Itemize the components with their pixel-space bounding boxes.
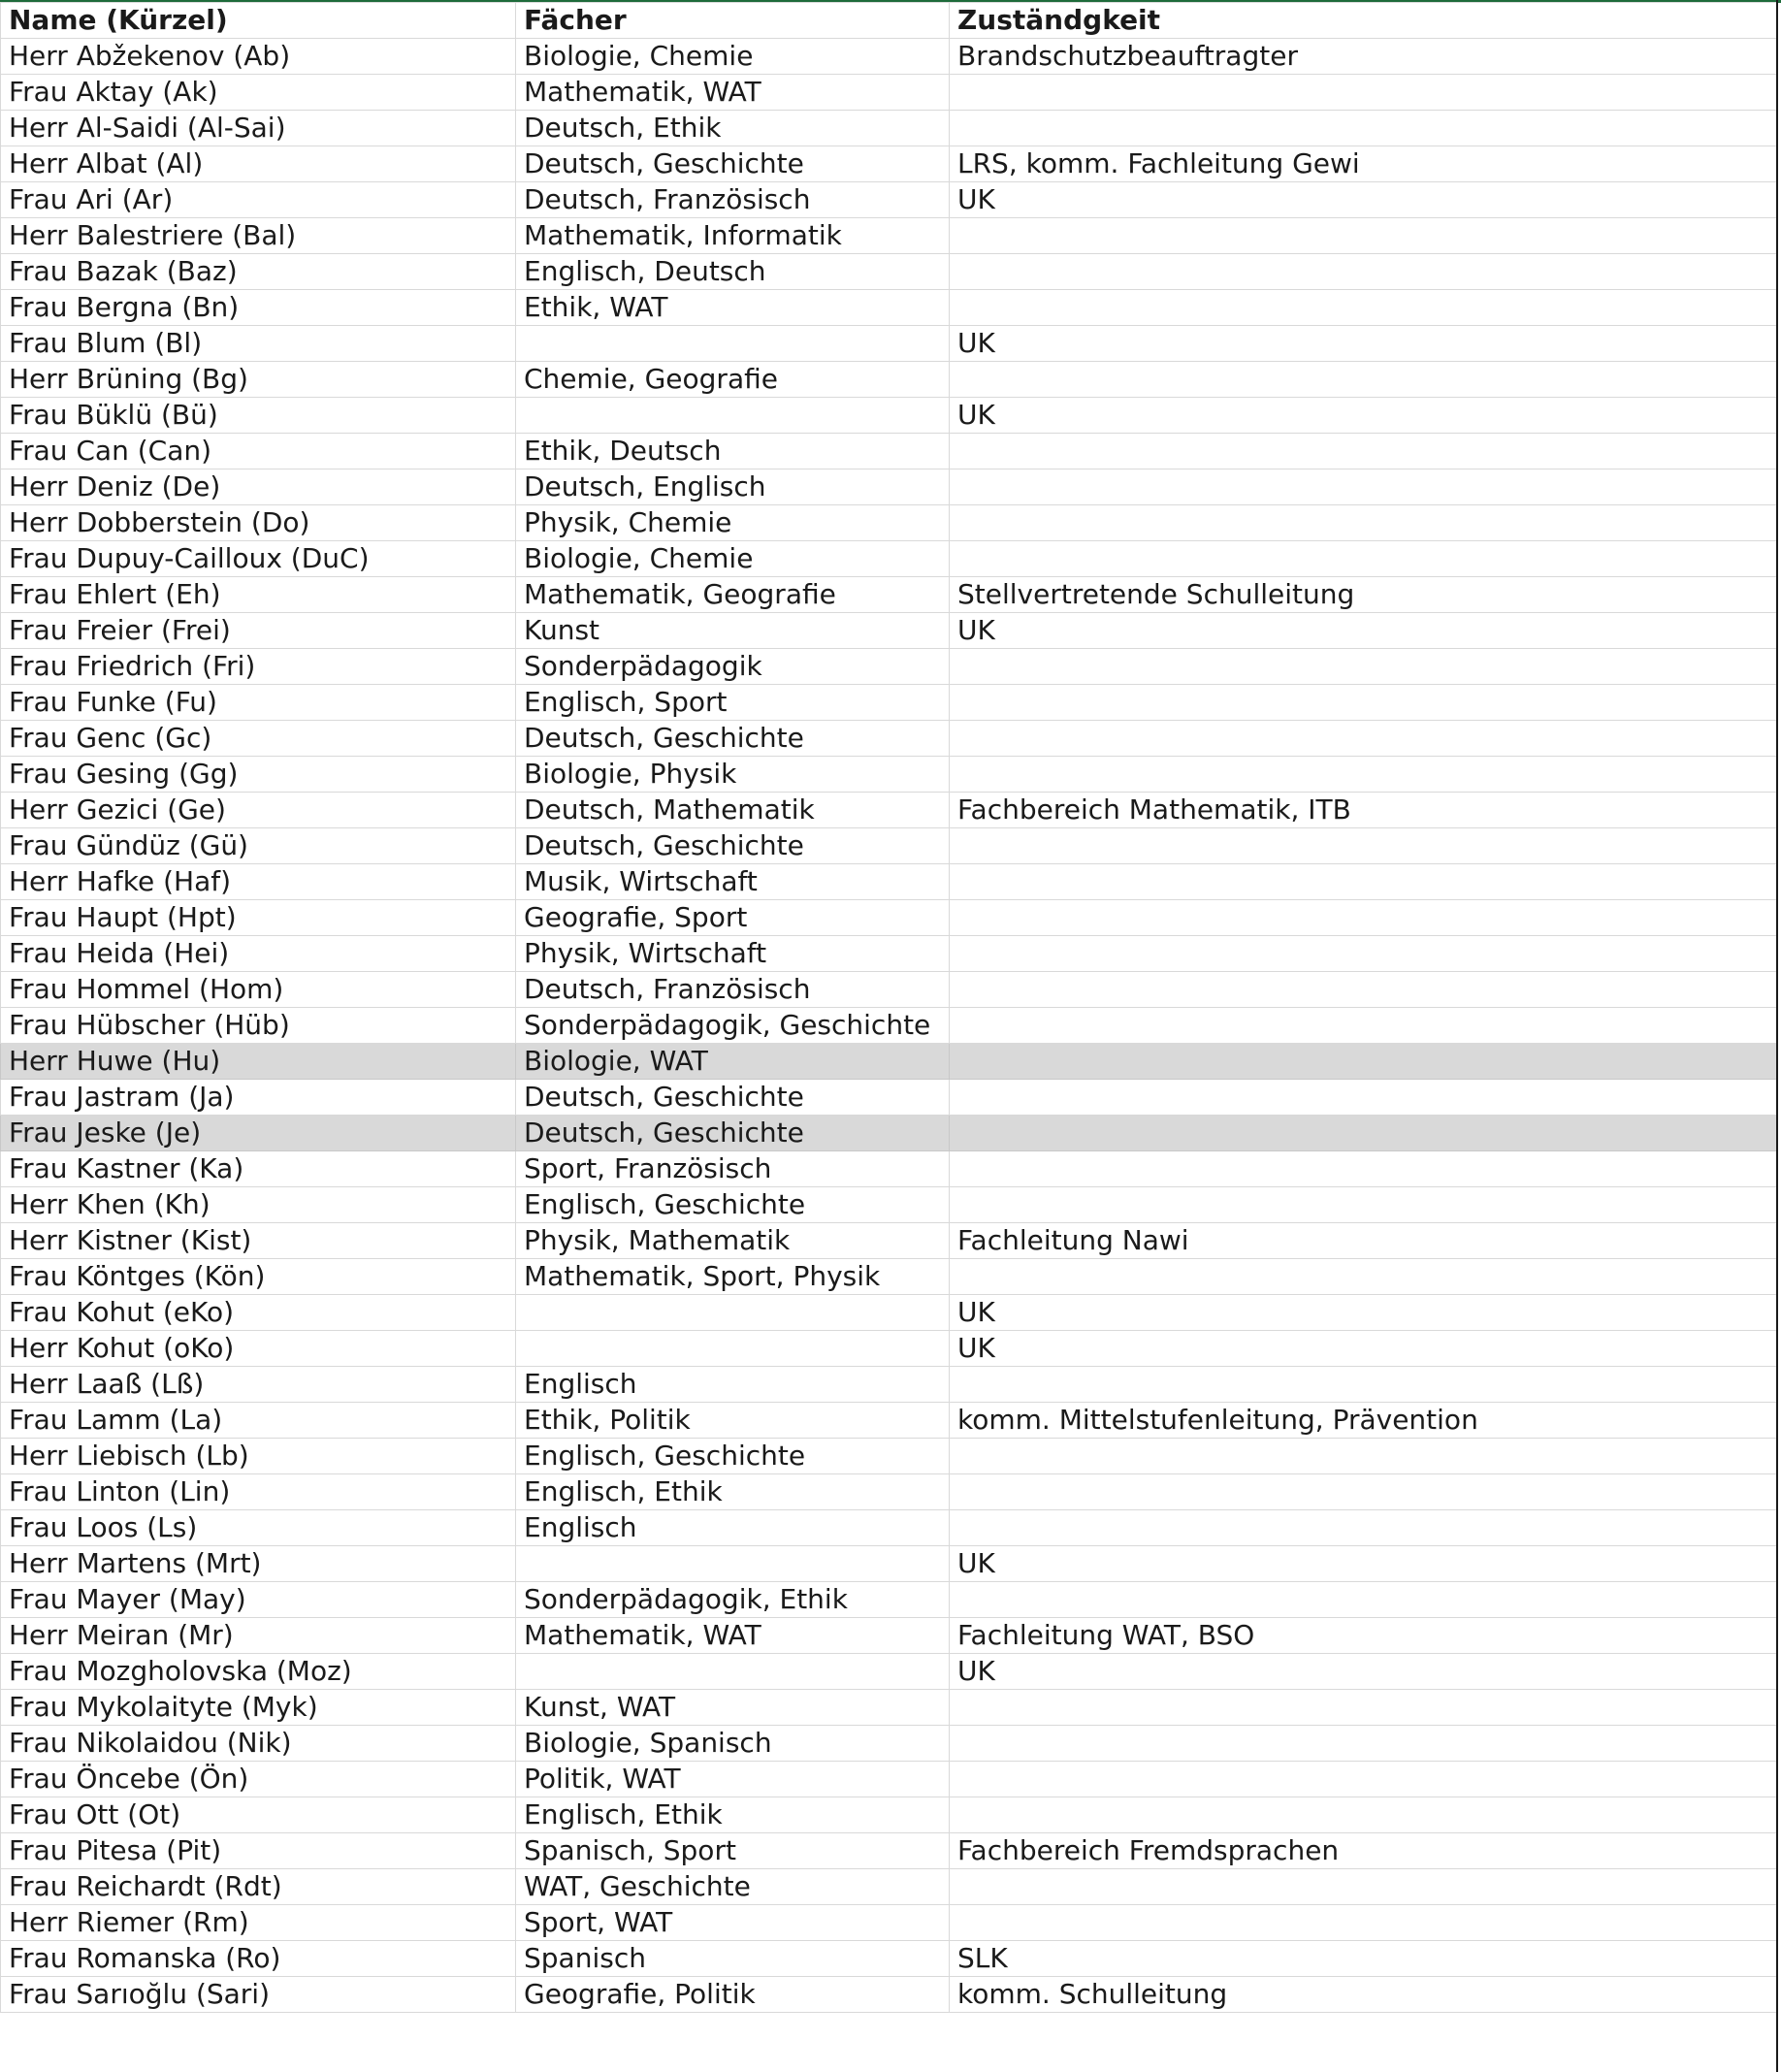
cell-responsibility[interactable] [950, 75, 1778, 111]
cell-responsibility[interactable]: Fachleitung WAT, BSO [950, 1618, 1778, 1654]
cell-responsibility[interactable] [950, 649, 1778, 685]
table-row [1, 39, 1778, 75]
cell-name[interactable]: Frau Mayer (May) [1, 1582, 516, 1618]
cell-name[interactable]: Herr Kohut (oKo) [1, 1331, 516, 1367]
cell-responsibility[interactable]: UK [950, 1654, 1778, 1690]
cell-responsibility[interactable]: UK [950, 398, 1778, 434]
cell-responsibility[interactable] [950, 1008, 1778, 1044]
cell-name[interactable]: Herr Hafke (Haf) [1, 864, 516, 900]
table-row [1, 864, 1778, 900]
table-row [1, 936, 1778, 972]
table-row [1, 1151, 1778, 1187]
cell-responsibility[interactable] [950, 1762, 1778, 1797]
cell-responsibility[interactable] [950, 434, 1778, 469]
cell-subjects[interactable]: Englisch, Deutsch [516, 254, 950, 290]
cell-name[interactable]: Herr Dobberstein (Do) [1, 505, 516, 541]
table-row [1, 1618, 1778, 1654]
cell-name[interactable]: Herr Al-Saidi (Al-Sai) [1, 111, 516, 146]
table-row [1, 290, 1778, 326]
cell-responsibility[interactable]: LRS, komm. Fachleitung Gewi [950, 146, 1778, 182]
table-row [1, 1690, 1778, 1726]
table-row [1, 469, 1778, 505]
cell-subjects[interactable]: Physik, Mathematik [516, 1223, 950, 1259]
cell-subjects[interactable]: Sonderpädagogik, Geschichte [516, 1008, 950, 1044]
cell-name[interactable]: Frau Ott (Ot) [1, 1797, 516, 1833]
cell-name[interactable]: Frau Kohut (eKo) [1, 1295, 516, 1331]
cell-name[interactable]: Herr Kistner (Kist) [1, 1223, 516, 1259]
cell-subjects[interactable]: Musik, Wirtschaft [516, 864, 950, 900]
cell-subjects[interactable] [516, 1546, 950, 1582]
cell-subjects[interactable]: Deutsch, Geschichte [516, 828, 950, 864]
cell-name[interactable]: Frau Aktay (Ak) [1, 75, 516, 111]
cell-name[interactable]: Frau Romanska (Ro) [1, 1941, 516, 1977]
cell-responsibility[interactable] [950, 1259, 1778, 1295]
table-row [1, 1474, 1778, 1510]
cell-name[interactable]: Frau Bergna (Bn) [1, 290, 516, 326]
table-row [1, 1833, 1778, 1869]
cell-responsibility[interactable] [950, 721, 1778, 757]
cell-name[interactable]: Frau Heida (Hei) [1, 936, 516, 972]
cell-responsibility[interactable] [950, 1797, 1778, 1833]
cell-name[interactable]: Frau Genc (Gc) [1, 721, 516, 757]
table-row [1, 1008, 1778, 1044]
cell-name[interactable]: Herr Balestriere (Bal) [1, 218, 516, 254]
table-row [1, 577, 1778, 613]
cell-responsibility[interactable] [950, 1367, 1778, 1403]
right-border-line [1776, 0, 1778, 2072]
cell-name[interactable]: Frau Haupt (Hpt) [1, 900, 516, 936]
cell-subjects[interactable]: Spanisch [516, 1941, 950, 1977]
cell-name[interactable]: Herr Laaß (Lß) [1, 1367, 516, 1403]
cell-subjects[interactable]: Geografie, Sport [516, 900, 950, 936]
table-row [1, 1977, 1778, 2013]
cell-responsibility[interactable]: Stellvertretende Schulleitung [950, 577, 1778, 613]
cell-subjects[interactable]: Biologie, WAT [516, 1044, 950, 1080]
cell-responsibility[interactable]: UK [950, 182, 1778, 218]
cell-responsibility[interactable] [950, 218, 1778, 254]
cell-name[interactable]: Frau Pitesa (Pit) [1, 1833, 516, 1869]
cell-subjects[interactable]: Sport, WAT [516, 1905, 950, 1941]
cell-subjects[interactable]: Biologie, Chemie [516, 541, 950, 577]
cell-responsibility[interactable] [950, 900, 1778, 936]
cell-subjects[interactable]: Mathematik, Sport, Physik [516, 1259, 950, 1295]
cell-responsibility[interactable]: Fachbereich Fremdsprachen [950, 1833, 1778, 1869]
cell-responsibility[interactable] [950, 1044, 1778, 1080]
cell-responsibility[interactable]: UK [950, 1546, 1778, 1582]
cell-subjects[interactable]: Deutsch, Französisch [516, 182, 950, 218]
table-row [1, 793, 1778, 828]
table-row [1, 111, 1778, 146]
cell-subjects[interactable]: Deutsch, Geschichte [516, 721, 950, 757]
cell-name[interactable]: Frau Bazak (Baz) [1, 254, 516, 290]
table-row [1, 1726, 1778, 1762]
cell-name[interactable]: Frau Ari (Ar) [1, 182, 516, 218]
cell-subjects[interactable]: Mathematik, WAT [516, 1618, 950, 1654]
table-row [1, 828, 1778, 864]
table-row [1, 721, 1778, 757]
cell-responsibility[interactable] [950, 1726, 1778, 1762]
table-row [1, 541, 1778, 577]
cell-subjects[interactable]: Deutsch, Geschichte [516, 146, 950, 182]
header-subjects[interactable]: Fächer [516, 3, 950, 39]
cell-name[interactable]: Frau Jeske (Je) [1, 1116, 516, 1151]
table-row [1, 1223, 1778, 1259]
cell-responsibility[interactable] [950, 828, 1778, 864]
cell-subjects[interactable]: Englisch, Ethik [516, 1474, 950, 1510]
cell-responsibility[interactable]: UK [950, 1331, 1778, 1367]
table-row [1, 254, 1778, 290]
cell-subjects[interactable]: Sport, Französisch [516, 1151, 950, 1187]
table-row [1, 1797, 1778, 1833]
table-row [1, 649, 1778, 685]
cell-subjects[interactable]: Sonderpädagogik, Ethik [516, 1582, 950, 1618]
table-row [1, 1869, 1778, 1905]
cell-subjects[interactable]: Physik, Wirtschaft [516, 936, 950, 972]
cell-subjects[interactable]: Chemie, Geografie [516, 362, 950, 398]
cell-responsibility[interactable] [950, 1080, 1778, 1116]
table-row [1, 1187, 1778, 1223]
cell-name[interactable]: Frau Nikolaidou (Nik) [1, 1726, 516, 1762]
cell-responsibility[interactable] [950, 469, 1778, 505]
cell-responsibility[interactable] [950, 1690, 1778, 1726]
cell-subjects[interactable]: Kunst [516, 613, 950, 649]
table-row [1, 146, 1778, 182]
cell-name[interactable]: Frau Can (Can) [1, 434, 516, 469]
cell-subjects[interactable]: Ethik, WAT [516, 290, 950, 326]
cell-name[interactable]: Frau Gesing (Gg) [1, 757, 516, 793]
table-row [1, 1546, 1778, 1582]
cell-responsibility[interactable] [950, 1582, 1778, 1618]
table-row [1, 362, 1778, 398]
table-row [1, 1439, 1778, 1474]
cell-responsibility[interactable] [950, 685, 1778, 721]
table-row [1, 1295, 1778, 1331]
cell-name[interactable]: Herr Huwe (Hu) [1, 1044, 516, 1080]
cell-name[interactable]: Herr Meiran (Mr) [1, 1618, 516, 1654]
cell-name[interactable]: Frau Gündüz (Gü) [1, 828, 516, 864]
cell-name[interactable]: Herr Abžekenov (Ab) [1, 39, 516, 75]
table-row [1, 900, 1778, 936]
cell-subjects[interactable] [516, 398, 950, 434]
cell-subjects[interactable]: Spanisch, Sport [516, 1833, 950, 1869]
cell-subjects[interactable]: Deutsch, Französisch [516, 972, 950, 1008]
cell-subjects[interactable]: Mathematik, Informatik [516, 218, 950, 254]
table-row [1, 218, 1778, 254]
cell-responsibility[interactable] [950, 541, 1778, 577]
cell-responsibility[interactable] [950, 972, 1778, 1008]
cell-subjects[interactable]: Mathematik, WAT [516, 75, 950, 111]
table-row [1, 1044, 1778, 1080]
cell-responsibility[interactable] [950, 1187, 1778, 1223]
header-name[interactable]: Name (Kürzel) [1, 3, 516, 39]
cell-name[interactable]: Herr Albat (Al) [1, 146, 516, 182]
cell-name[interactable]: Frau Loos (Ls) [1, 1510, 516, 1546]
cell-responsibility[interactable]: UK [950, 326, 1778, 362]
cell-name[interactable]: Frau Lamm (La) [1, 1403, 516, 1439]
table-row [1, 182, 1778, 218]
cell-responsibility[interactable]: komm. Mittelstufenleitung, Prävention [950, 1403, 1778, 1439]
cell-name[interactable]: Herr Brüning (Bg) [1, 362, 516, 398]
table-row [1, 1403, 1778, 1439]
header-responsibility[interactable]: Zuständgkeit [950, 3, 1778, 39]
cell-subjects[interactable]: Physik, Chemie [516, 505, 950, 541]
cell-name[interactable]: Frau Freier (Frei) [1, 613, 516, 649]
cell-name[interactable]: Frau Linton (Lin) [1, 1474, 516, 1510]
cell-responsibility[interactable] [950, 1905, 1778, 1941]
cell-responsibility[interactable] [950, 1151, 1778, 1187]
cell-subjects[interactable] [516, 1295, 950, 1331]
cell-name[interactable]: Frau Ehlert (Eh) [1, 577, 516, 613]
table-row [1, 75, 1778, 111]
table-row [1, 1331, 1778, 1367]
cell-subjects[interactable] [516, 326, 950, 362]
table-row [1, 1259, 1778, 1295]
cell-responsibility[interactable] [950, 1474, 1778, 1510]
table-row [1, 1905, 1778, 1941]
cell-name[interactable]: Frau Öncebe (Ön) [1, 1762, 516, 1797]
table-row [1, 1941, 1778, 1977]
cell-name[interactable]: Frau Dupuy-Cailloux (DuC) [1, 541, 516, 577]
cell-responsibility[interactable]: UK [950, 1295, 1778, 1331]
cell-subjects[interactable]: Deutsch, Mathematik [516, 793, 950, 828]
cell-name[interactable]: Herr Khen (Kh) [1, 1187, 516, 1223]
cell-name[interactable]: Frau Friedrich (Fri) [1, 649, 516, 685]
table-row [1, 505, 1778, 541]
cell-subjects[interactable]: Englisch, Geschichte [516, 1187, 950, 1223]
cell-responsibility[interactable] [950, 936, 1778, 972]
cell-name[interactable]: Frau Hübscher (Hüb) [1, 1008, 516, 1044]
cell-subjects[interactable]: Mathematik, Geografie [516, 577, 950, 613]
staff-table [0, 2, 1778, 2013]
cell-name[interactable]: Herr Gezici (Ge) [1, 793, 516, 828]
cell-name[interactable]: Frau Jastram (Ja) [1, 1080, 516, 1116]
cell-name[interactable]: Herr Martens (Mrt) [1, 1546, 516, 1582]
cell-subjects[interactable]: Deutsch, Geschichte [516, 1116, 950, 1151]
cell-name[interactable]: Frau Blum (Bl) [1, 326, 516, 362]
cell-responsibility[interactable]: SLK [950, 1941, 1778, 1977]
cell-name[interactable]: Frau Reichardt (Rdt) [1, 1869, 516, 1905]
cell-name[interactable]: Frau Hommel (Hom) [1, 972, 516, 1008]
cell-subjects[interactable]: Kunst, WAT [516, 1690, 950, 1726]
header-row [1, 3, 1778, 39]
cell-responsibility[interactable] [950, 1439, 1778, 1474]
cell-responsibility[interactable] [950, 1510, 1778, 1546]
cell-subjects[interactable]: Geografie, Politik [516, 1977, 950, 2013]
cell-name[interactable]: Frau Büklü (Bü) [1, 398, 516, 434]
cell-responsibility[interactable] [950, 290, 1778, 326]
cell-responsibility[interactable]: Fachleitung Nawi [950, 1223, 1778, 1259]
cell-subjects[interactable]: Sonderpädagogik [516, 649, 950, 685]
table-row [1, 434, 1778, 469]
cell-subjects[interactable]: Biologie, Physik [516, 757, 950, 793]
cell-subjects[interactable]: Politik, WAT [516, 1762, 950, 1797]
cell-name[interactable]: Herr Riemer (Rm) [1, 1905, 516, 1941]
cell-responsibility[interactable]: komm. Schulleitung [950, 1977, 1778, 2013]
cell-name[interactable]: Frau Mykolaityte (Myk) [1, 1690, 516, 1726]
cell-responsibility[interactable] [950, 254, 1778, 290]
cell-name[interactable]: Frau Köntges (Kön) [1, 1259, 516, 1295]
cell-responsibility[interactable] [950, 1869, 1778, 1905]
cell-subjects[interactable]: Biologie, Spanisch [516, 1726, 950, 1762]
cell-subjects[interactable]: Deutsch, Englisch [516, 469, 950, 505]
cell-name[interactable]: Herr Liebisch (Lb) [1, 1439, 516, 1474]
table-row [1, 972, 1778, 1008]
table-row [1, 1080, 1778, 1116]
table-row [1, 1367, 1778, 1403]
cell-subjects[interactable]: Englisch, Geschichte [516, 1439, 950, 1474]
cell-name[interactable]: Herr Deniz (De) [1, 469, 516, 505]
cell-responsibility[interactable] [950, 1116, 1778, 1151]
table-row [1, 757, 1778, 793]
cell-subjects[interactable]: WAT, Geschichte [516, 1869, 950, 1905]
cell-name[interactable]: Frau Kastner (Ka) [1, 1151, 516, 1187]
cell-subjects[interactable]: Deutsch, Ethik [516, 111, 950, 146]
cell-responsibility[interactable] [950, 505, 1778, 541]
table-row [1, 613, 1778, 649]
cell-name[interactable]: Frau Mozgholovska (Moz) [1, 1654, 516, 1690]
cell-responsibility[interactable]: UK [950, 613, 1778, 649]
cell-subjects[interactable]: Englisch [516, 1367, 950, 1403]
table-row [1, 1654, 1778, 1690]
cell-name[interactable]: Frau Sarıoğlu (Sari) [1, 1977, 516, 2013]
table-row [1, 1510, 1778, 1546]
cell-responsibility[interactable] [950, 757, 1778, 793]
table-row [1, 685, 1778, 721]
cell-subjects[interactable]: Ethik, Deutsch [516, 434, 950, 469]
cell-subjects[interactable]: Deutsch, Geschichte [516, 1080, 950, 1116]
table-row [1, 326, 1778, 362]
cell-responsibility[interactable]: Fachbereich Mathematik, ITB [950, 793, 1778, 828]
table-row [1, 398, 1778, 434]
table-row [1, 1582, 1778, 1618]
table-body [1, 39, 1778, 2013]
cell-subjects[interactable]: Englisch, Sport [516, 685, 950, 721]
cell-subjects[interactable] [516, 1654, 950, 1690]
cell-responsibility[interactable] [950, 362, 1778, 398]
cell-responsibility[interactable] [950, 111, 1778, 146]
table-row [1, 1762, 1778, 1797]
cell-subjects[interactable]: Ethik, Politik [516, 1403, 950, 1439]
table-row [1, 1116, 1778, 1151]
cell-responsibility[interactable] [950, 864, 1778, 900]
cell-subjects[interactable]: Biologie, Chemie [516, 39, 950, 75]
cell-subjects[interactable]: Englisch [516, 1510, 950, 1546]
cell-subjects[interactable]: Englisch, Ethik [516, 1797, 950, 1833]
cell-responsibility[interactable]: Brandschutzbeauftragter [950, 39, 1778, 75]
cell-subjects[interactable] [516, 1331, 950, 1367]
cell-name[interactable]: Frau Funke (Fu) [1, 685, 516, 721]
